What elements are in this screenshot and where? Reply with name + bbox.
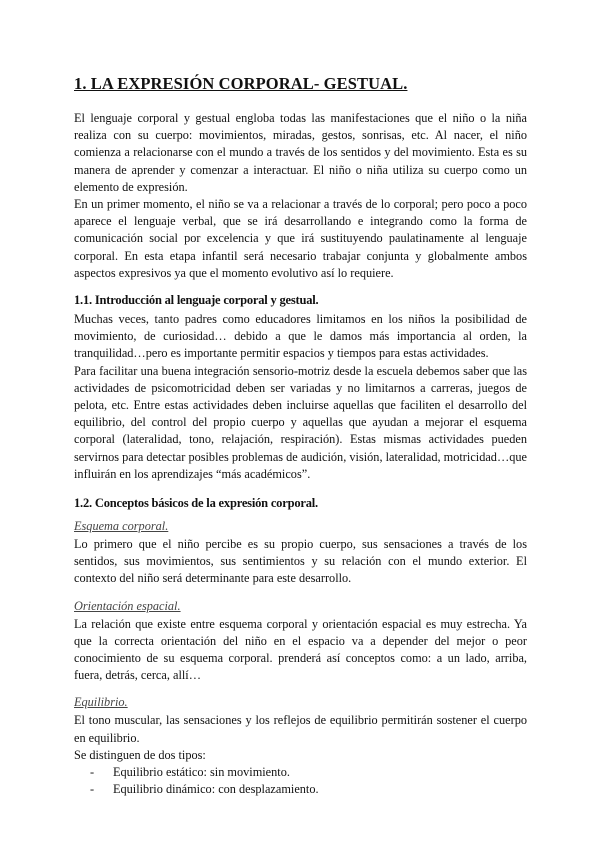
- equilibrio-paragraph: El tono muscular, las sensaciones y los reflejos de equilibrio permitirán sostener el cuerpo en equilibrio.: [74, 713, 527, 745]
- document-title: 1. LA EXPRESIÓN CORPORAL- GESTUAL.: [74, 74, 408, 93]
- bullet-marker: -: [90, 782, 95, 797]
- intro-paragraph: El lenguaje corporal y gestual engloba todas las manifestaciones que el niño o la niña realiza con su cuerpo: movimientos, miradas, gestos, sonrisas, etc. Al nacer, el niño comienza a relacionarse con el mundo a través de los sentidos y del movimiento. Esta es su manera de aprender y comenzar a interactuar. El niño o niña utiliza su cuerpo como un elemento de expresión.: [74, 111, 527, 194]
- subheading-equilibrio: Equilibrio.: [74, 695, 128, 710]
- equilibrio-types-intro: Se distinguen de dos tipos:: [74, 747, 206, 762]
- esquema-paragraph: Lo primero que el niño percibe es su propio cuerpo, sus sensaciones a través de los sentidos, sus movimientos, sus sentimientos y su relación con el mundo exterior. El contexto del niño será determinante para este desarrollo.: [74, 537, 527, 586]
- section-heading-introduccion: 1.1. Introducción al lenguaje corporal y gestual.: [74, 293, 319, 308]
- section1-paragraph: Muchas veces, tanto padres como educadores limitamos en los niños la posibilidad de movimiento, de curiosidad… debido a que le damos más importancia al orden, la tranquilidad…pero es importante permitir espacios y tiempos para estas actividades.: [74, 312, 527, 361]
- subheading-esquema-corporal: Esquema corporal.: [74, 519, 169, 534]
- list-item-text: Equilibrio dinámico: con desplazamiento.: [113, 782, 319, 797]
- list-item: [74, 764, 527, 781]
- subheading-orientacion-espacial: Orientación espacial.: [74, 598, 181, 613]
- document-body: [74, 74, 527, 799]
- equilibrio-types-list: [74, 764, 527, 798]
- section-heading-conceptos: 1.2. Conceptos básicos de la expresión corporal.: [74, 496, 318, 511]
- orientacion-paragraph: La relación que existe entre esquema corporal y orientación espacial es muy estrecha. Ya que la correcta orientación del niño en el espacio va a depender del mejor o peor conocimiento de su esquema corporal. prenderá así conceptos como: a un lado, arriba, fuera, detrás, cerca, allí…: [74, 616, 527, 683]
- list-item-text: Equilibrio estático: sin movimiento.: [113, 765, 290, 780]
- section1-paragraph: Para facilitar una buena integración sensorio-motriz desde la escuela debemos saber que las actividades de psicomotricidad deben ser variadas y no limitarnos a carreras, juegos de pelota, etc. Entre estas actividades deben incluirse aquellas que faciliten el desarrollo del equilibrio, del control del propio cuerpo y aquellas que ayudan a mejorar el esquema corporal (lateralidad, tono, relajación, respiración). Estas mismas actividades pueden servirnos para detectar posibles problemas de audición, visión, lateralidad, motricidad…que influirán en los aprendizajes “más académicos”.: [74, 363, 527, 481]
- list-item: [74, 781, 527, 798]
- bullet-marker: -: [90, 765, 95, 780]
- intro-paragraph: En un primer momento, el niño se va a relacionar a través de lo corporal; pero poco a poco aparece el lenguaje verbal, que se irá desarrollando e integrando como la forma de comunicación social por excelencia y que irá sustituyendo paulatinamente al lenguaje corporal. En esta etapa infantil será necesario trabajar conjunta y globalmente ambos aspectos expresivos ya que el momento evolutivo así lo requiere.: [74, 197, 527, 280]
- intro-section: [74, 110, 527, 282]
